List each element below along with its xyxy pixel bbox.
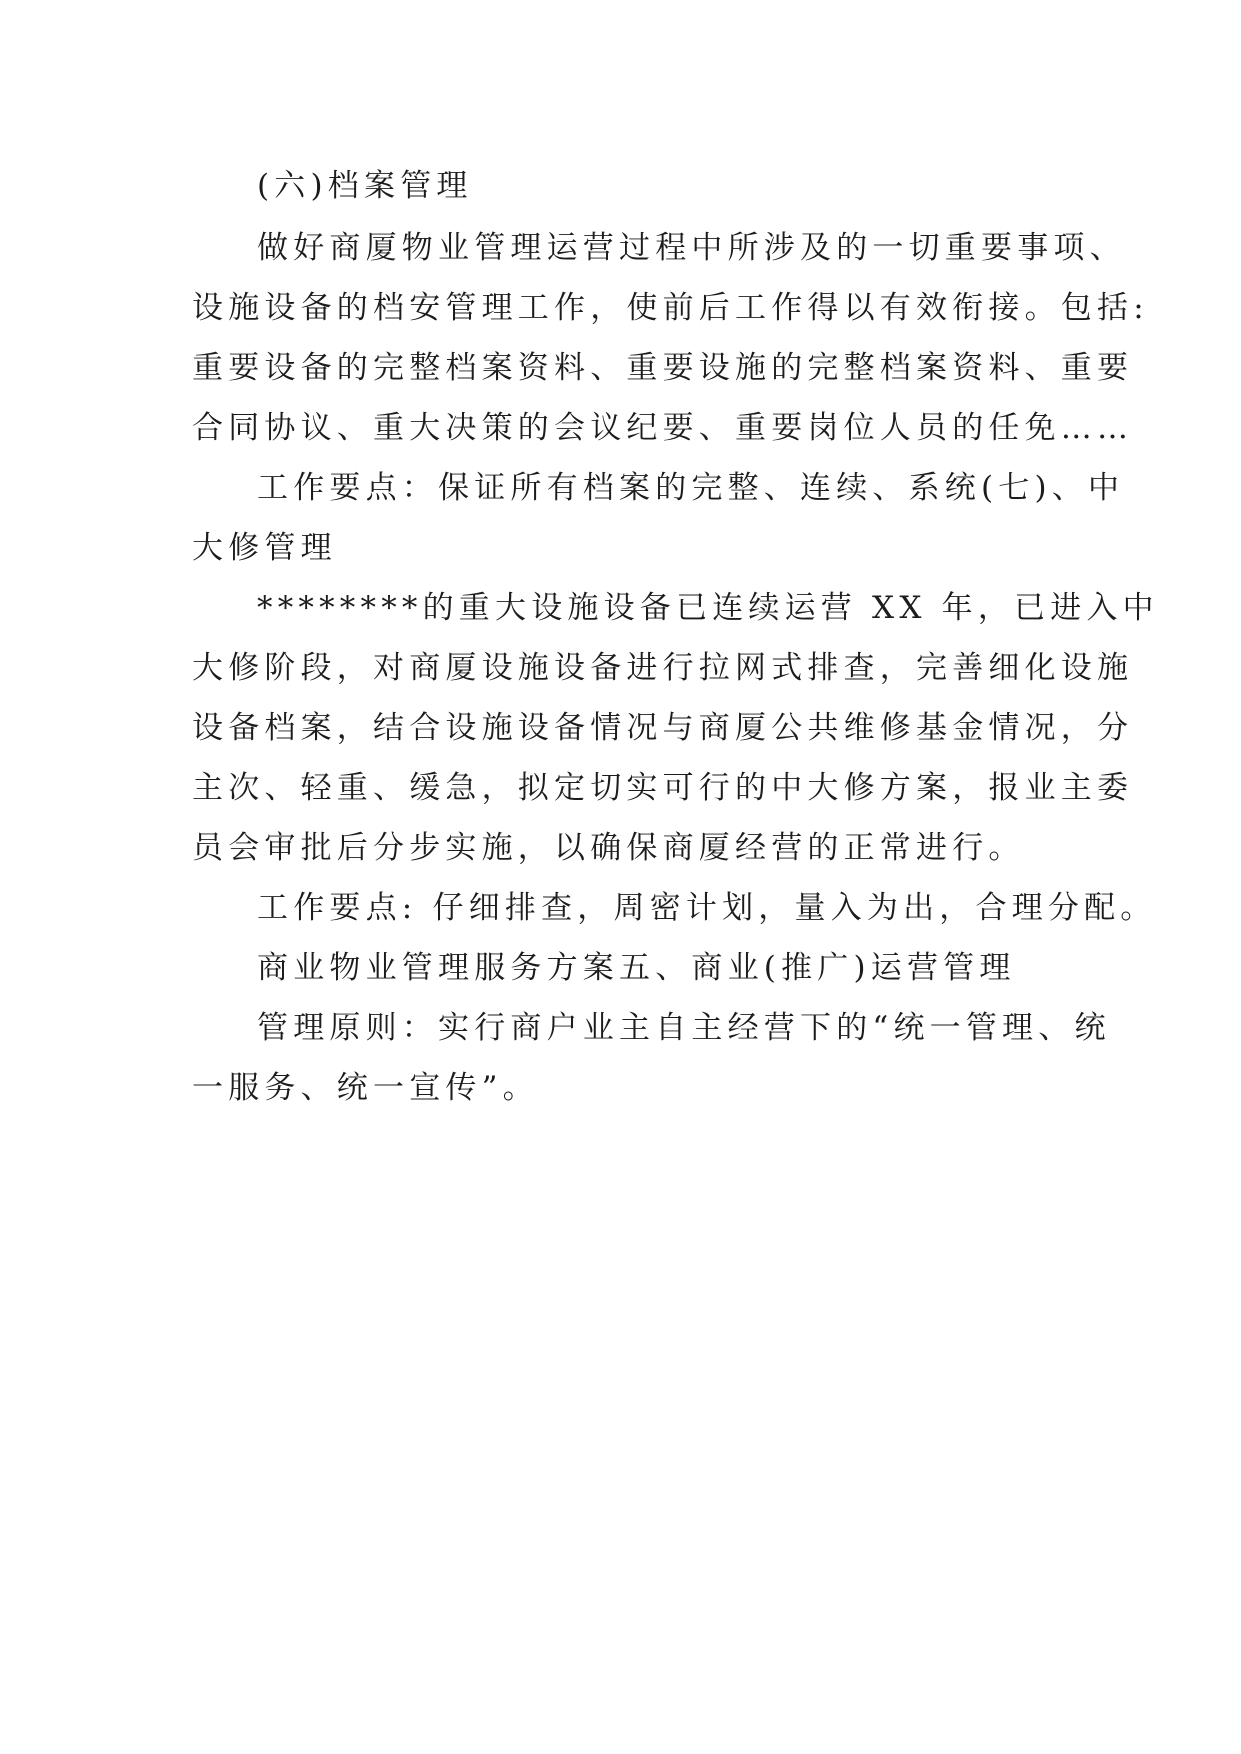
paragraph-line: 设备档案，结合设施设备情况与商厦公共维修基金情况，分	[192, 710, 1134, 746]
paragraph-line: 一服务、统一宣传”。	[192, 1070, 539, 1106]
section-heading-archive-management: (六)档案管理	[257, 168, 473, 204]
paragraph-line: 大修管理	[192, 530, 337, 566]
paragraph-line: 主次、轻重、缓急，拟定切实可行的中大修方案，报业主委	[192, 770, 1134, 806]
paragraph-line: 员会审批后分步实施，以确保商厦经营的正常进行。	[192, 830, 1025, 866]
paragraph-line: 大修阶段，对商厦设施设备进行拉网式排查，完善细化设施	[192, 650, 1134, 686]
paragraph-line: 做好商厦物业管理运营过程中所涉及的一切重要事项、	[257, 230, 1126, 266]
paragraph-line: 设施设备的档安管理工作，使前后工作得以有效衔接。包括:	[192, 290, 1149, 326]
paragraph-line: 工作要点: 仔细排查，周密计划，量入为出，合理分配。	[257, 890, 1157, 926]
paragraph-line: 合同协议、重大决策的会议纪要、重要岗位人员的任免……	[192, 410, 1134, 446]
section-heading-commercial-operation: 商业物业管理服务方案五、商业(推广)运营管理	[257, 950, 1016, 986]
paragraph-line: 管理原则：实行商户业主自主经营下的“统一管理、统	[257, 1010, 1111, 1046]
paragraph-line: ********的重大设施设备已连续运营 XX 年，已进入中	[257, 590, 1159, 626]
paragraph-line: 重要设备的完整档案资料、重要设施的完整档案资料、重要	[192, 350, 1134, 386]
paragraph-line: 工作要点：保证所有档案的完整、连续、系统(七)、中	[257, 470, 1125, 506]
